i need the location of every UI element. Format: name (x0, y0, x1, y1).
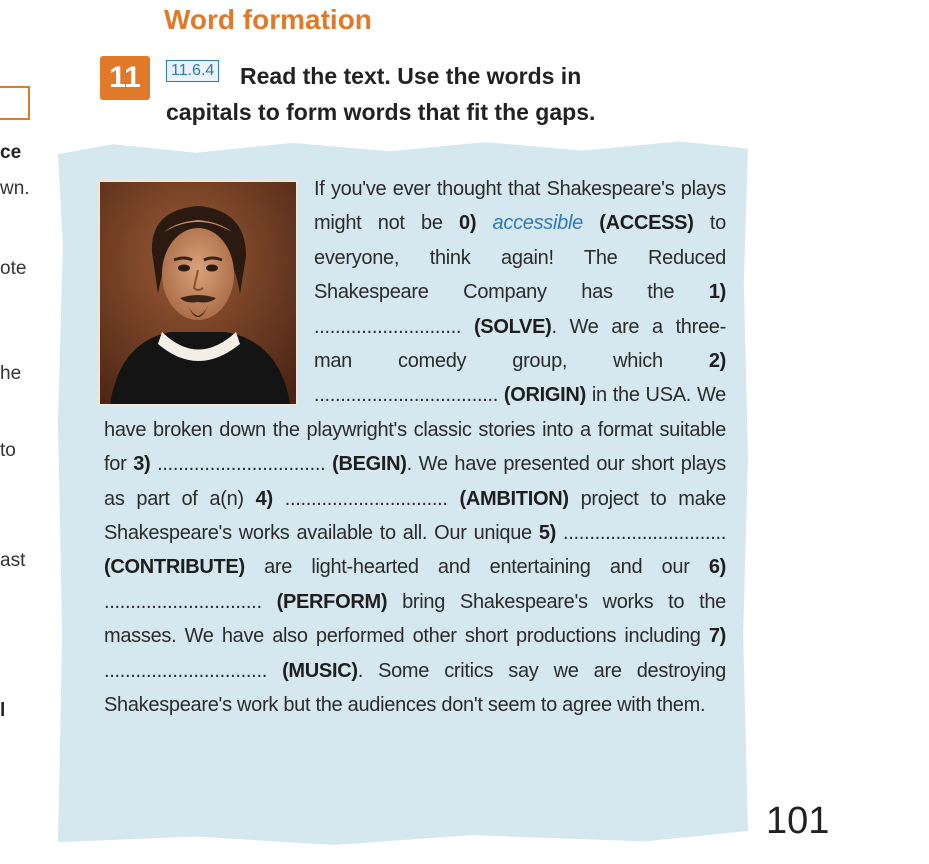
gap-3-word: (BEGIN) (332, 453, 407, 476)
left-fragment: to (0, 440, 16, 461)
left-fragment: wn. (0, 178, 30, 199)
gap-2-number: 2) (708, 350, 726, 373)
passage-text: If you've ever thought that Shakespeare's plays might not be 0) accessible (ACCESS) to everyone, think again! The Reduced Shakespeare Company has the 1) ............................ (SOLVE). We are a three-man comedy group, which 2) ................................... (ORIGIN) in the USA. We have broken down the playwright's classic stories into a format suitable for 3) ................................ (BEGIN). We have presented our short plays as part of a(n) 4) ............................... (AMBITION) project to make Shakespeare's works available to all. Our unique 5) ............................... (CONTRIBUTE) are light-hearted and entertaining and our 6) .............................. (PERFORM) bring Shakespeare's works to the masses. We have also performed other short productions including 7) ............................... (MUSIC). Some critics say we are destroying Shakespeare's work but the audiences don't seem to agree with them. (104, 178, 727, 717)
gap-1-word: (SOLVE) (473, 315, 552, 338)
gap-5-blank[interactable]: ............................... (563, 522, 726, 545)
left-fragment: he (0, 363, 22, 384)
left-fragment: ce (0, 142, 22, 163)
gap-5-number: 5) (538, 522, 557, 545)
instruction-line-2: capitals to form words that fit the gaps. (166, 99, 596, 125)
gap-4-blank[interactable]: ............................... (284, 487, 448, 510)
gap-4-number: 4) (255, 487, 273, 510)
gap-7-word: (MUSIC) (282, 659, 358, 682)
curriculum-ref-tag: 11.6.4 (166, 60, 219, 82)
instruction-line-1: Read the text. Use the words in (240, 63, 582, 89)
gap-6-word: (PERFORM) (276, 590, 388, 613)
gap-7-number: 7) (708, 625, 726, 648)
answer-box (0, 86, 30, 120)
left-fragment: l (0, 700, 6, 721)
page-number: 101 (766, 800, 830, 842)
left-fragment: ote (0, 258, 27, 279)
exercise-instruction (166, 58, 726, 130)
gap-6-blank[interactable]: .............................. (104, 590, 262, 613)
gap-1-number: 1) (708, 281, 726, 304)
gap-0-word: (ACCESS) (599, 212, 694, 235)
gap-2-blank[interactable]: ................................... (314, 384, 498, 407)
gap-7-blank[interactable]: ............................... (104, 659, 267, 682)
gap-2-word: (ORIGIN) (503, 384, 586, 407)
left-fragment: ast (0, 550, 26, 571)
gap-3-blank[interactable]: ................................ (157, 453, 326, 476)
section-title: Word formation (164, 4, 372, 35)
example-answer: accessible (492, 212, 583, 235)
gap-1-blank[interactable]: ............................ (314, 315, 462, 338)
left-page-edge (0, 0, 60, 864)
exercise-number: 11 (100, 56, 150, 100)
gap-0-number: 0) (459, 212, 477, 235)
gap-5-word: (CONTRIBUTE) (104, 556, 245, 579)
gap-4-word: (AMBITION) (459, 487, 569, 510)
gap-3-number: 3) (133, 453, 151, 476)
gap-6-number: 6) (708, 556, 726, 579)
